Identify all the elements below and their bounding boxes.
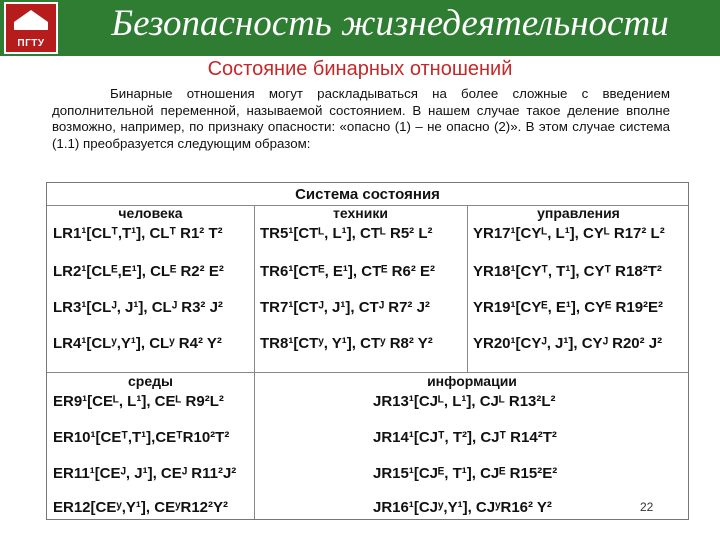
table-cell: JR13¹[CJᴸ, L¹], CJᴸ R13²L² xyxy=(373,393,556,410)
table-cell: YR18¹[CYᵀ, T¹], CYᵀ R18²T² xyxy=(473,263,662,280)
table-cell: ER10¹[CEᵀ,T¹],CEᵀR10²T² xyxy=(53,429,230,446)
table-cell: LR4¹[CLʸ,Y¹], CLʸ R4² Y² xyxy=(53,335,222,352)
table-title: Система состояния xyxy=(295,186,440,203)
col-header-info: информации xyxy=(427,373,517,389)
table-cell: ER12[CEʸ,Y¹], CEʸR12²Y² xyxy=(53,499,229,516)
table-cell: YR19¹[CYᴱ, E¹], CYᴱ R19²E² xyxy=(473,299,664,316)
col-header-env: среды xyxy=(128,373,173,389)
header-bar xyxy=(0,0,720,56)
col-header-mgmt: управления xyxy=(537,205,620,221)
university-logo xyxy=(4,2,58,54)
table-cell: TR7¹[CTᴶ, J¹], CTᴶ R7² J² xyxy=(260,299,430,316)
table-rule xyxy=(254,373,255,519)
intro-paragraph: Бинарные отношения могут раскладываться на более сложные с введением дополнительной переменной, называемой состоянием. В нашем случае такое деление вполне возможно, например, по признаку опасности: «опасно (1) – не опасно (2)». В этом случае система (1.1) преобразуется следующим образом: xyxy=(52,86,670,152)
state-system-table xyxy=(46,182,689,520)
table-cell: JR14¹[CJᵀ, T²], CJᵀ R14²T² xyxy=(373,429,557,446)
table-cell: ER11¹[CEᴶ, J¹], CEᴶ R11²J² xyxy=(53,465,237,482)
table-rule xyxy=(467,205,468,372)
col-header-human: человека xyxy=(118,205,183,221)
table-cell: TR5¹[CTᴸ, L¹], CTᴸ R5² L² xyxy=(260,225,433,242)
table-cell: JR16¹[CJʸ,Y¹], CJʸR16² Y² xyxy=(373,499,552,516)
table-cell: TR6¹[CTᴱ, E¹], CTᴱ R6² E² xyxy=(260,263,435,280)
table-cell: YR17¹[CYᴸ, L¹], CYᴸ R17² L² xyxy=(473,225,665,242)
logo-house-icon xyxy=(14,10,48,30)
page-title: Безопасность жизнедеятельности xyxy=(111,3,669,44)
table-cell: LR2¹[CLᴱ,E¹], CLᴱ R2² E² xyxy=(53,263,224,280)
page-number: 22 xyxy=(640,500,654,514)
table-cell: YR20¹[CYᴶ, J¹], CYᴶ R20² J² xyxy=(473,335,663,352)
table-cell: JR15¹[CJᴱ, T¹], CJᴱ R15²E² xyxy=(373,465,558,482)
table-cell: ER9¹[CEᴸ, L¹], CEᴸ R9²L² xyxy=(53,393,224,410)
logo-text: ПГТУ xyxy=(17,38,45,49)
slide-subtitle: Состояние бинарных отношений xyxy=(207,58,513,80)
table-rule xyxy=(254,205,255,372)
table-cell: TR8¹[CTʸ, Y¹], CTʸ R8² Y² xyxy=(260,335,433,352)
col-header-tech: техники xyxy=(333,205,388,221)
table-cell: LR1¹[CLᵀ,T¹], CLᵀ R1² T² xyxy=(53,225,223,242)
table-cell: LR3¹[CLᴶ, J¹], CLᴶ R3² J² xyxy=(53,299,223,316)
